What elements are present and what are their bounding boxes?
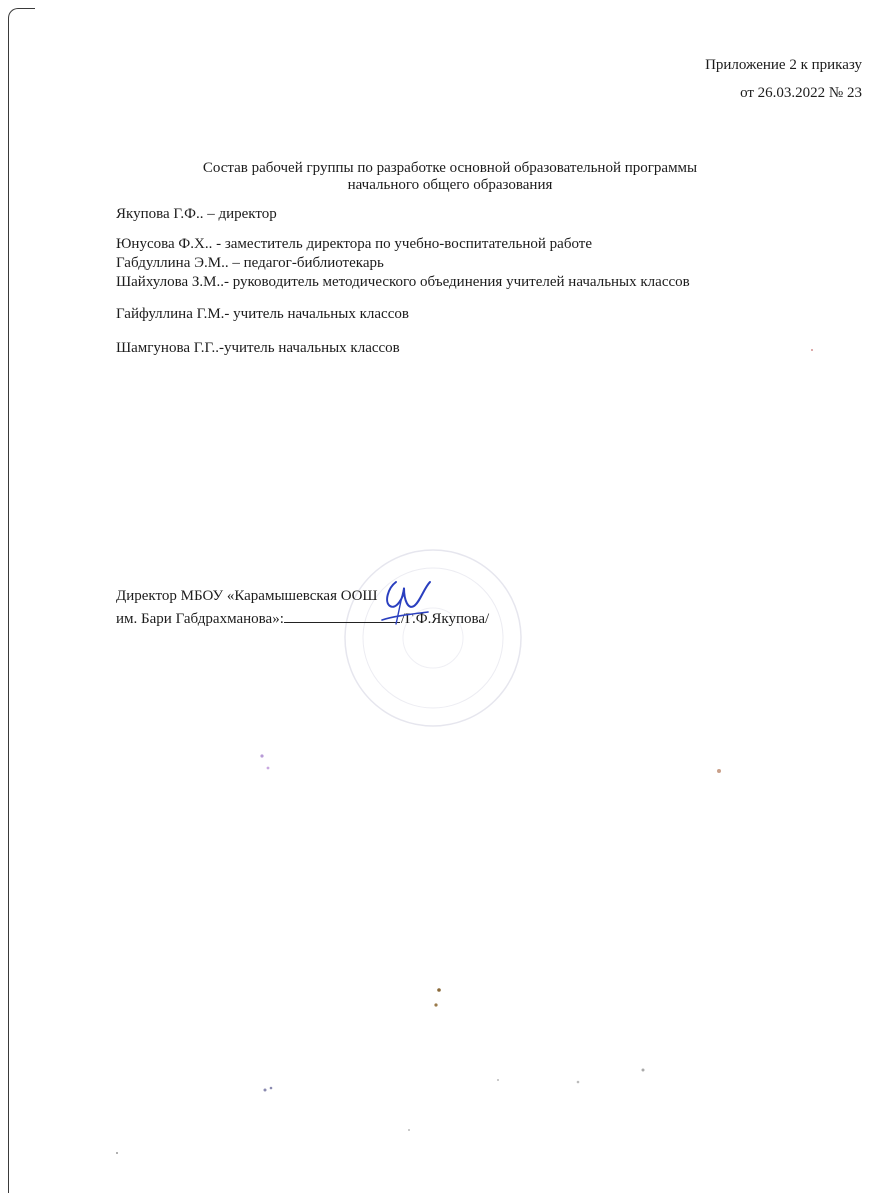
- handwritten-signature: [374, 576, 438, 628]
- document-title: [150, 160, 750, 194]
- title-line-1: Состав рабочей группы по разработке основной образовательной программы: [202, 160, 698, 176]
- signature-title-line-1: Директор МБОУ «Карамышевская ООШ: [116, 588, 378, 604]
- member-director: Якупова Г.Ф.. – директор: [116, 206, 277, 222]
- faded-stamp: [338, 543, 528, 733]
- signatory-name: /Г.Ф.Якупова/: [400, 611, 490, 627]
- title-line-2: начального общего образования: [347, 177, 553, 193]
- annex-label: Приложение 2 к приказу: [705, 57, 862, 73]
- member-teacher-2: Шамгунова Г.Г..-учитель начальных классов: [116, 340, 400, 356]
- school-name-suffix: им. Бари Габдрахманова»:: [116, 611, 284, 627]
- member-teacher-1: Гайфуллина Г.М.- учитель начальных классов: [116, 306, 409, 322]
- order-reference: от 26.03.2022 № 23: [740, 85, 862, 101]
- member-methodology-head: Шайхулова З.М..- руководитель методического объединения учителей начальных классов: [116, 274, 690, 290]
- member-librarian: Габдуллина Э.М.. – педагог-библиотекарь: [116, 255, 384, 271]
- scan-border: [8, 8, 35, 1193]
- member-deputy-director: Юнусова Ф.Х.. - заместитель директора по учебно-воспитательной работе: [116, 236, 592, 252]
